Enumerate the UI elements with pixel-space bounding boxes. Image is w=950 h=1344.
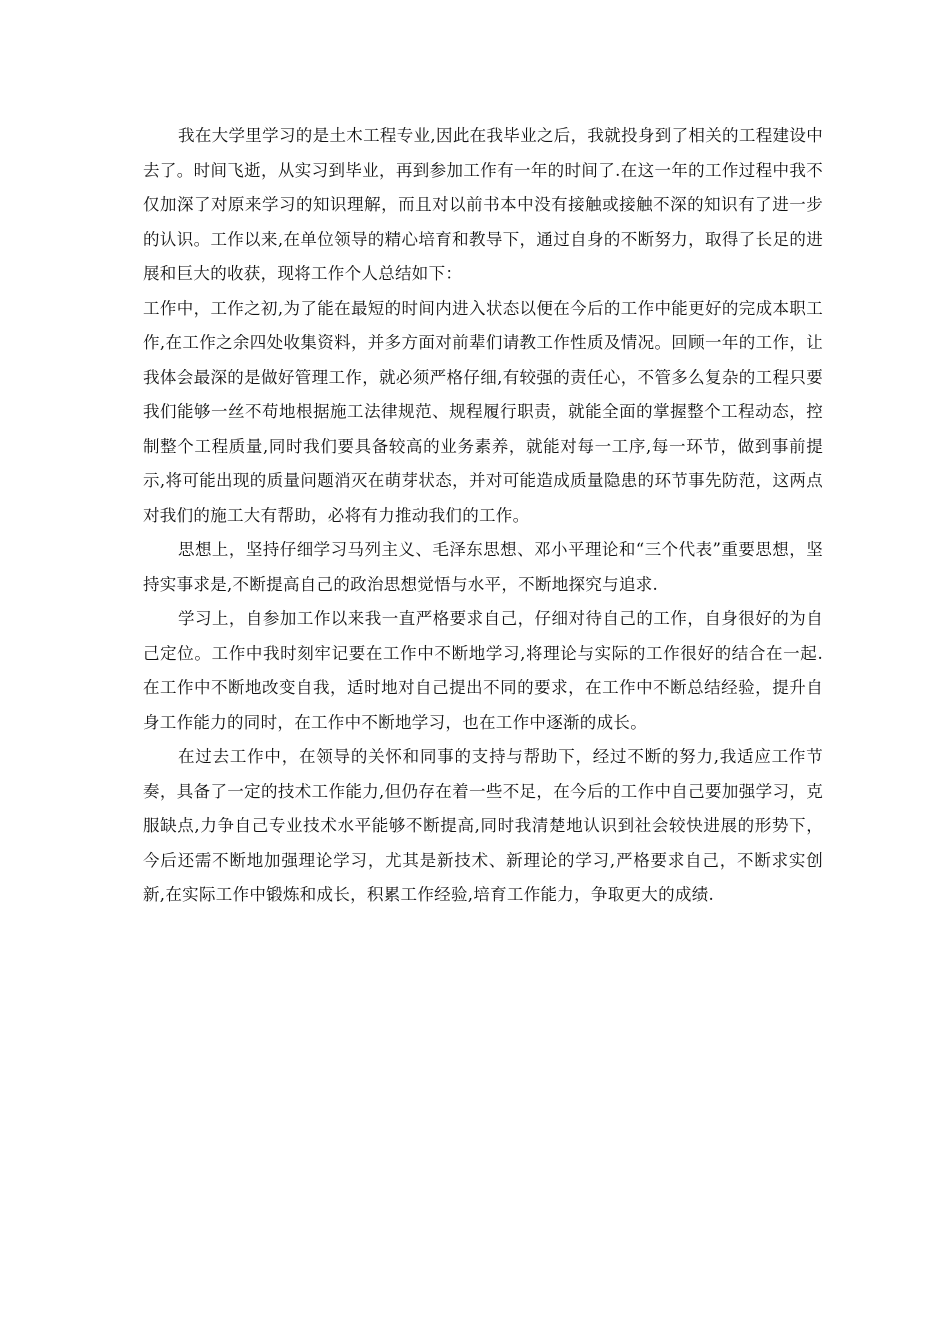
paragraph-work: 工作中，工作之初,为了能在最短的时间内进入状态以便在今后的工作中能更好的完成本职工作,在工作之余四处收集资料，并多方面对前辈们请教工作性质及情况。回顾一年的工作，让我体会最深的是做好管理工作，就必须严格仔细,有较强的责任心，不管多么复杂的工程只要我们能够一丝不苟地根据施工法律规范、规程履行职责，就能全面的掌握整个工程动态，控制整个工程质量,同时我们要具备较高的业务素养，就能对每一工序,每一环节，做到事前提示,将可能出现的质量问题消灭在萌芽状态，并对可能造成质量隐患的环节事先防范，这两点对我们的施工大有帮助，必将有力推动我们的工作。	[143, 298, 823, 525]
paragraph-intro: 我在大学里学习的是土木工程专业,因此在我毕业之后，我就投身到了相关的工程建设中去了。时间飞逝，从实习到毕业，再到参加工作有一年的时间了.在这一年的工作过程中我不仅加深了对原来学习的知识理解，而且对以前书本中没有接触或接触不深的知识有了进一步的认识。工作以来,在单位领导的精心培育和教导下，通过自身的不断努力，取得了长足的进展和巨大的收获，现将工作个人总结如下：	[143, 126, 823, 283]
document-body	[143, 119, 823, 913]
paragraph-ideology: 思想上，坚持仔细学习马列主义、毛泽东思想、邓小平理论和“三个代表”重要思想，坚持实事求是,不断提高自己的政治思想觉悟与水平，不断地探究与追求.	[143, 540, 823, 594]
paragraph-study: 学习上，自参加工作以来我一直严格要求自己，仔细对待自己的工作，自身很好的为自己定位。工作中我时刻牢记要在工作中不断地学习,将理论与实际的工作很好的结合在一起.在工作中不断地改变自我，适时地对自己提出不同的要求，在工作中不断总结经验，提升自身工作能力的同时，在工作中不断地学习，也在工作中逐渐的成长。	[143, 609, 823, 732]
paragraph-summary: 在过去工作中，在领导的关怀和同事的支持与帮助下，经过不断的努力,我适应工作节奏，具备了一定的技术工作能力,但仍存在着一些不足，在今后的工作中自己要加强学习，克服缺点,力争自己专业技术水平能够不断提高,同时我清楚地认识到社会较快进展的形势下，今后还需不断地加强理论学习，尤其是新技术、新理论的学习,严格要求自己，不断求实创新,在实际工作中锻炼和成长，积累工作经验,培育工作能力，争取更大的成绩.	[143, 747, 823, 904]
